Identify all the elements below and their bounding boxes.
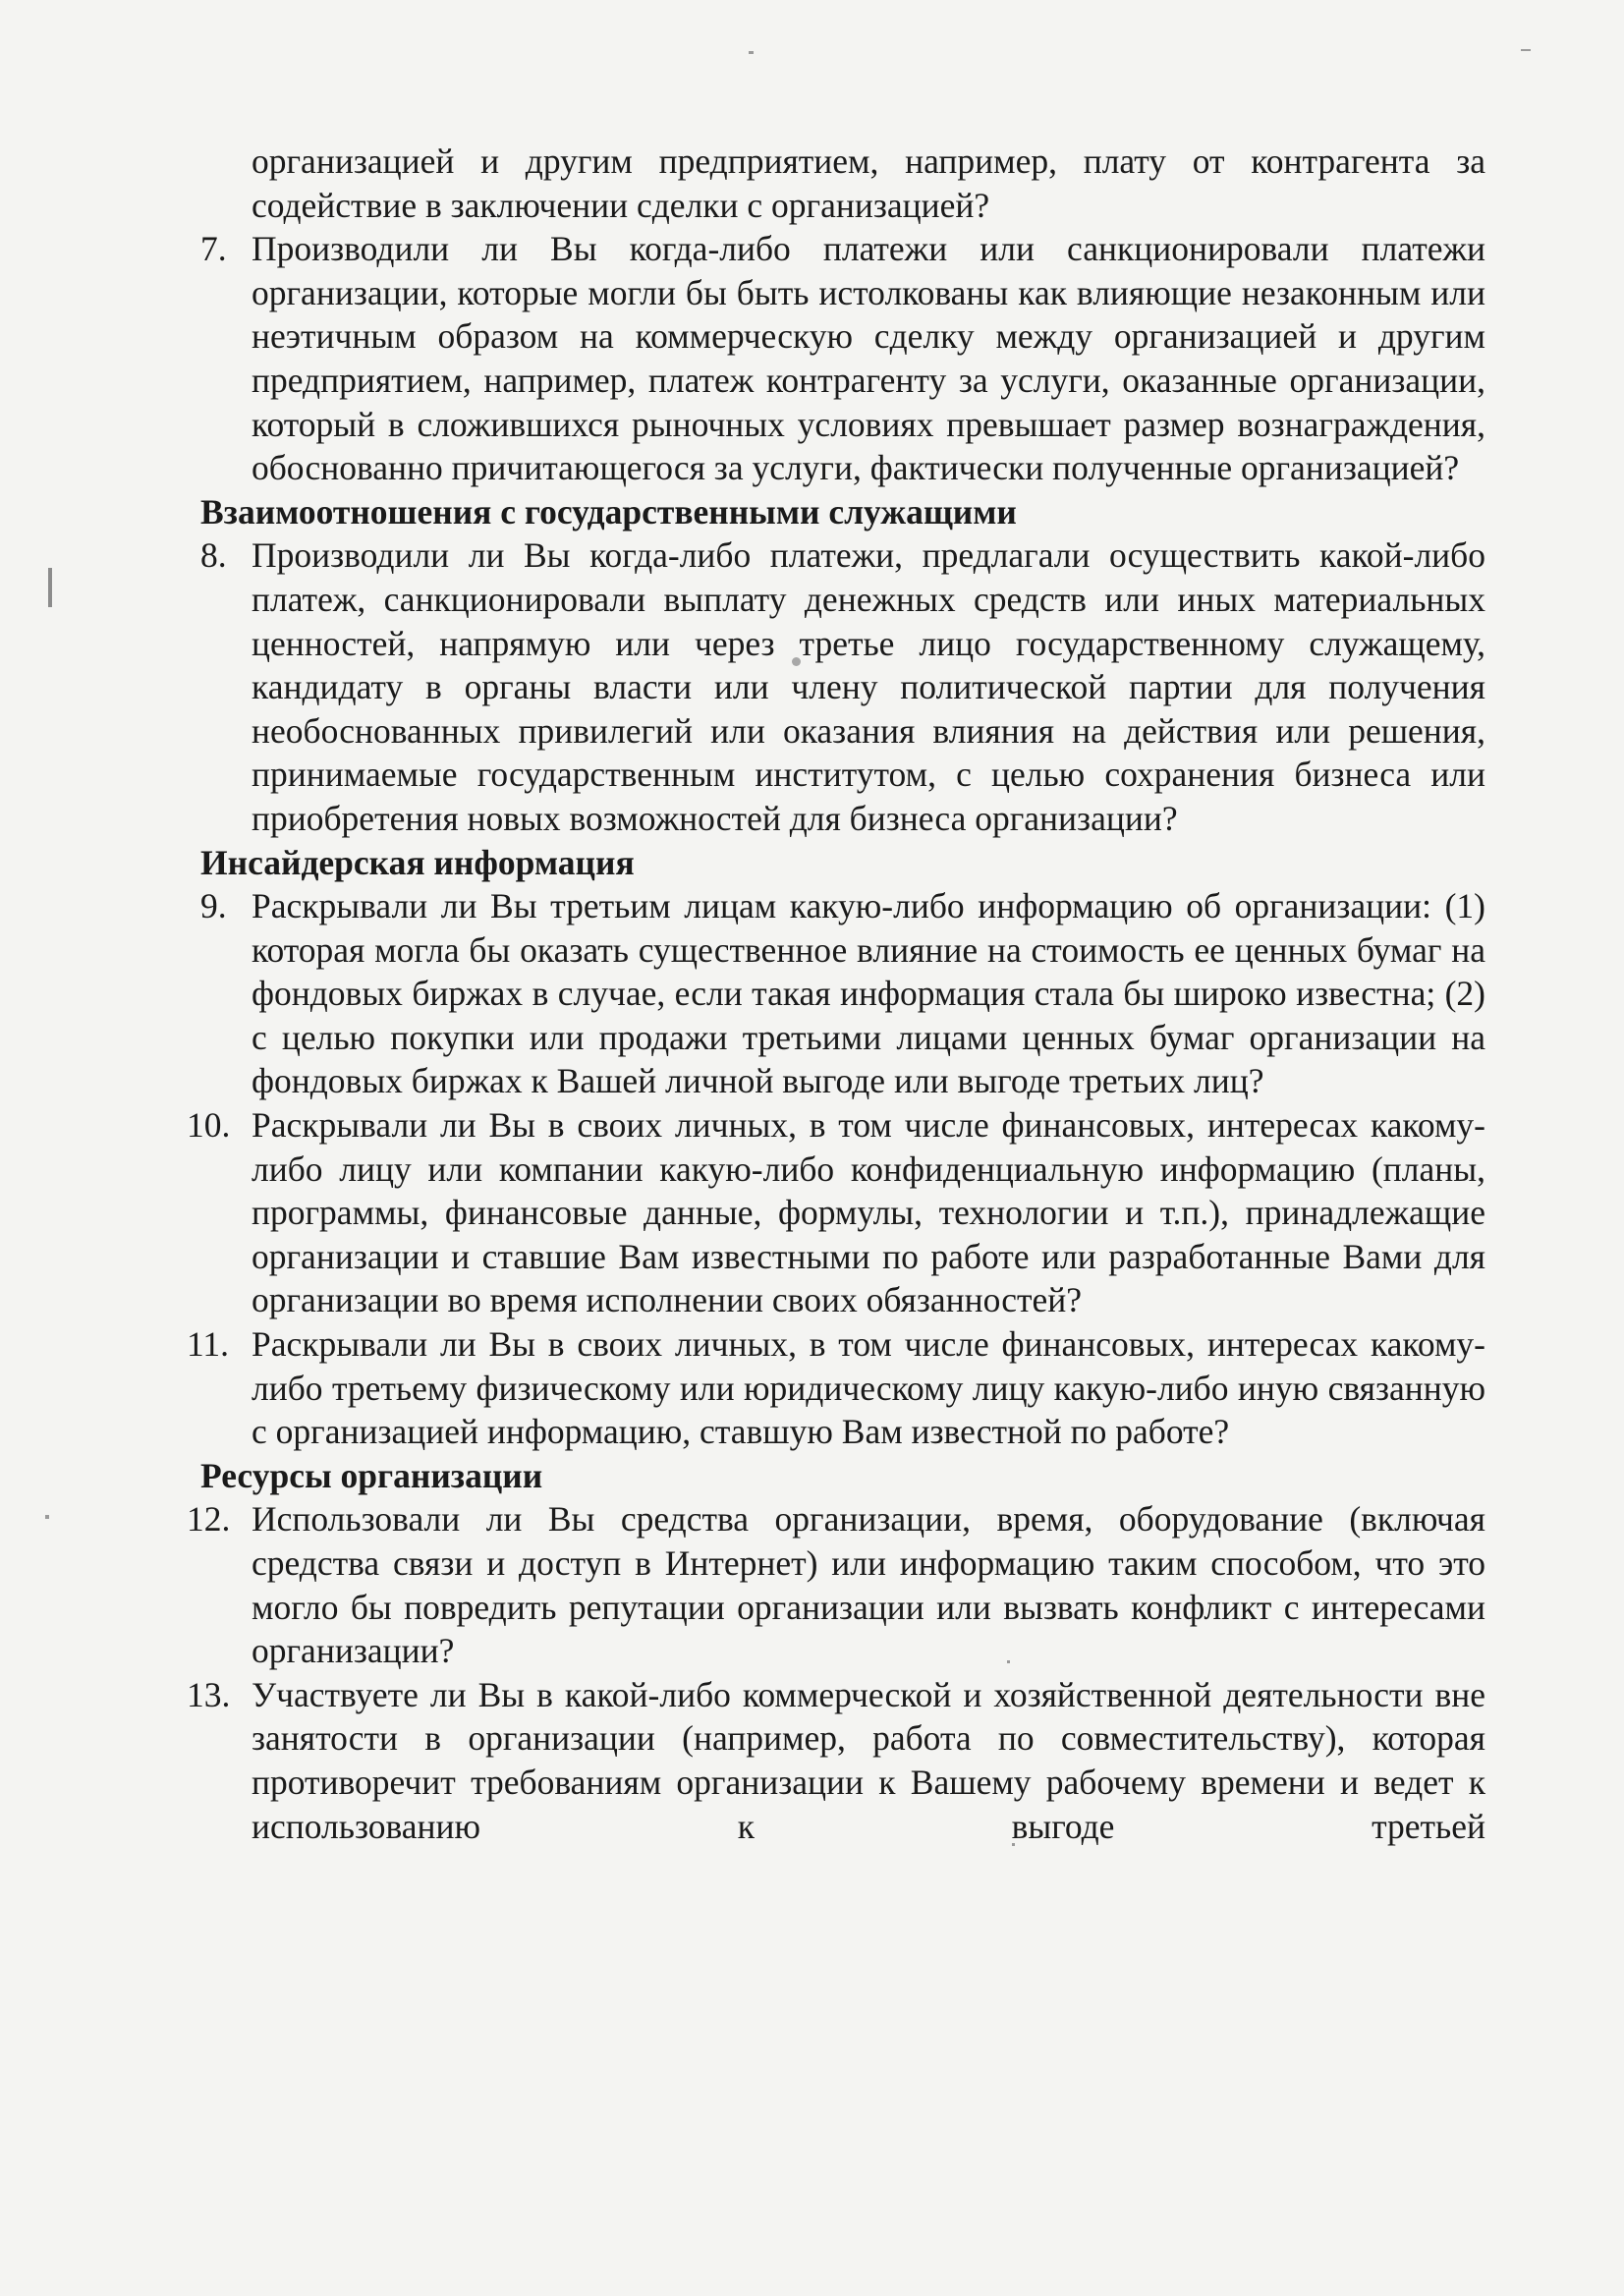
item-text: Раскрывали ли Вы в своих личных, в том числе финансовых, интересах какому-либо лицу или компании какую-либо конфиденциальную информацию (планы, программы, финансовые данные, формулы, технологии и т.п.), принадлежащие организации и ставшие Вам известными по работе или разработанные Вами для организации во время исполнении своих обязанностей? [252,1105,1485,1320]
scan-dot [1521,49,1531,51]
continued-paragraph: организацией и другим предприятием, например, плату от контрагента за содействие в заключении сделки с организацией? [252,141,1485,225]
scan-dot [45,1515,49,1519]
item-number: 11. [187,1324,230,1365]
item-text: Раскрывали ли Вы третьим лицам какую-либо информацию об организации: (1) которая могла бы оказать существенное влияние на стоимость ее ценных бумаг на фондовых биржах в случае, если такая информация стала бы широко известна; (2) с целью покупки или продажи третьими лицами ценных бумаг организации на фондовых биржах к Вашей личной выгоде или выгоде третьих лиц? [252,886,1485,1101]
item-text: Производили ли Вы когда-либо платежи, предлагали осуществить какой-либо платеж, санкционировали выплату денежных средств или иных материальных ценностей, напрямую или через третье лицо государственному служащему, кандидату в органы власти или члену политической партии для получения необоснованных привилегий или оказания влияния на действия или решения, принимаемые государственным институтом, с целью сохранения бизнеса или приобретения новых возможностей для бизнеса организации? [252,535,1485,838]
section-heading-resources: Ресурсы организации [200,1455,543,1495]
question-item-10 [187,1103,1485,1322]
section-heading-insider: Инсайдерская информация [200,842,635,882]
item-text: Использовали ли Вы средства организации, время, оборудование (включая средства связи и доступ в Интернет) или информацию таким способом, что это могло бы повредить репутации организации или вызвать конфликт с интересами организации? [252,1499,1485,1671]
question-item-12 [187,1497,1485,1672]
document-body [187,140,1485,1848]
scan-mark [48,568,52,607]
scan-dot [749,51,754,54]
item-number: 7. [200,229,227,269]
item-number: 9. [200,886,227,926]
item-text: Раскрывали ли Вы в своих личных, в том числе финансовых, интересах какому-либо третьему физическому или юридическому лицу какую-либо иную связанную с организацией информацию, ставшую Вам известной по работе? [252,1324,1485,1452]
item-text: Участвуете ли Вы в какой-либо коммерческой и хозяйственной деятельности вне занятости в организации (например, работа по совместительству), которая противоречит требованиям организации к Вашему рабочему времени и ведет к использованию к выгоде третьей [252,1674,1485,1846]
item-number: 8. [200,535,227,576]
item-text: Производили ли Вы когда-либо платежи или санкционировали платежи организации, которые могли бы быть истолкованы как влияющие незаконным или неэтичным образом на коммерческую сделку между организацией и другим предприятием, например, платеж контрагенту за услуги, оказанные организации, который в сложившихся рыночных условиях превышает размер вознаграждения, обоснованно причитающегося за услуги, фактически полученные организацией? [252,229,1485,488]
question-item-13 [187,1673,1485,1848]
item-number: 13. [187,1674,231,1714]
section-heading-government: Взаимоотношения с государственными служащими [200,491,1017,532]
item-number: 10. [187,1105,231,1146]
item-number: 12. [187,1499,231,1540]
question-item-11 [187,1322,1485,1454]
question-item-9 [200,884,1485,1103]
question-item-8 [200,533,1485,840]
question-item-7 [200,227,1485,490]
